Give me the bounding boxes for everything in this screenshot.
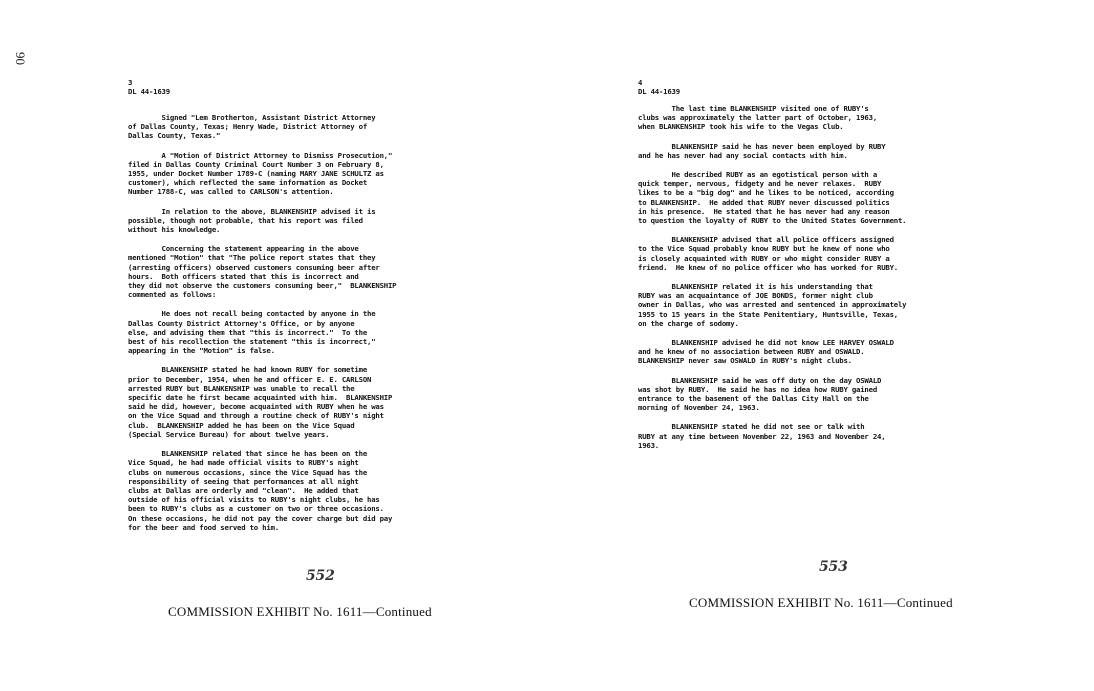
right-paragraph-7: BLANKENSHIP said he was off duty on the day OSWALD was shot by RUBY. He said he has no idea how RUBY gained entrance to the basement of the Dallas City Hall on the morning of November 24, 1963. <box>638 375 882 413</box>
left-paragraph-1: Signed "Lem Brotherton, Assistant District Attorney of Dallas County, Texas; Henry Wade, District Attorney of Dallas County, Texas." <box>128 113 376 141</box>
right-paragraph-8: BLANKENSHIP stated he did not see or talk with RUBY at any time between November 22, 1963 and November 24, 1963. <box>638 422 886 450</box>
left-page-number: 3 <box>128 78 133 87</box>
right-handwritten-number: 553 <box>819 559 848 575</box>
left-paragraph-4: Concerning the statement appearing in the above mentioned "Motion" that "The police report states that they (arresting officers) observed customers consuming beer after hours. Both officers stated that this is incorrect and they did not observe the customers consuming beer," BLANKENSHIP commented as follows: <box>128 244 397 300</box>
right-page-number: 4 <box>638 78 643 87</box>
left-handwritten-number: 552 <box>306 568 335 584</box>
left-paragraph-7: BLANKENSHIP related that since he has been on the Vice Squad, he had made official visits to RUBY's night clubs on numerous occasions, since the Vice Squad has the responsibility of seeing that performances at all night clubs at Dallas are orderly and "clean". He added that outside of his official visits to RUBY's night clubs, he has been to RUBY's clubs as a customer on two or three occasions. On these occasions, he did not pay the cover charge but did pay for the beer and food served to him. <box>128 449 393 532</box>
right-paragraph-4: BLANKENSHIP advised that all police officers assigned to the Vice Squad probably know RUBY but he knew of none who is closely acquainted with RUBY or who might consider RUBY a friend. He knew of no police officer who has worked for RUBY. <box>638 235 898 272</box>
right-paragraph-6: BLANKENSHIP advised he did not know LEE HARVEY OSWALD and he knew of no association between RUBY and OSWALD. BLANKENSHIP never saw OSWALD in RUBY's night clubs. <box>638 338 894 366</box>
margin-page-number: 90 <box>13 52 28 65</box>
right-page-header <box>638 78 680 96</box>
right-paragraph-1: The last time BLANKENSHIP visited one of RUBY's clubs was approximately the latter part of October, 1963, when BLANKENSHIP took his wife to the Vegas Club. <box>638 104 878 132</box>
left-paragraph-3: In relation to the above, BLANKENSHIP advised it is possible, though not probable, that his report was filed without his knowledge. <box>128 206 376 235</box>
left-exhibit-caption: COMMISSION EXHIBIT No. 1611—Continued <box>168 604 432 619</box>
left-paragraph-5: He does not recall being contacted by anyone in the Dallas County District Attorney's Office, or by anyone else, and advising them that "this is incorrect." To the best of his recollection the statement "this is incorrect," appearing in the "Motion" is false. <box>128 309 376 356</box>
right-paragraph-3: He described RUBY as an egotistical person with a quick temper, nervous, fidgety and he never relaxes. RUBY likes to be a "big dog" and he likes to be noticed, according to BLANKENSHIP. He added that RUBY never discussed politics in his presence. He stated that he has never had any reason to question the loyalty of RUBY to the United States Government. <box>638 170 907 226</box>
right-paragraph-5: BLANKENSHIP related it is his understanding that RUBY was an acquaintance of JOE BONDS, former night club owner in Dallas, who was arrested and sentenced in approximately 1955 to 15 years in the State Penitentiary, Huntsville, Texas, on the charge of sodomy. <box>638 282 907 328</box>
left-page-body <box>128 113 483 542</box>
left-paragraph-6: BLANKENSHIP stated he had known RUBY for sometime prior to December, 1954, when he and officer E. E. CARLSON arrested RUBY but BLANKENSHIP was unable to recall the specific date he first became acquainted with him. BLANKENSHIP said he did, however, become acquainted with RUBY when he was on the Vice Squad and through a routine check of RUBY's night club. BLANKENSHIP added he has been on the Vice Squad (Special Service Bureau) for about twelve years. <box>128 365 393 439</box>
left-paragraph-2: A "Motion of District Attorney to Dismiss Prosecution," filed in Dallas County Criminal Court Number 3 on February 8, 1955, under Docket Number 1789-C (naming MARY JANE SCHULTZ as customer), which reflected the same information as Docket Number 1788-C, was called to CARLSON's attention. <box>128 150 393 197</box>
right-page-body <box>638 104 1003 460</box>
right-file-number: DL 44-1639 <box>638 87 680 96</box>
right-exhibit-caption: COMMISSION EXHIBIT No. 1611—Continued <box>689 595 953 610</box>
right-paragraph-2: BLANKENSHIP said he has never been employed by RUBY and he has never had any social contacts with him. <box>638 141 886 160</box>
left-page-header <box>128 78 170 96</box>
left-file-number: DL 44-1639 <box>128 87 170 96</box>
